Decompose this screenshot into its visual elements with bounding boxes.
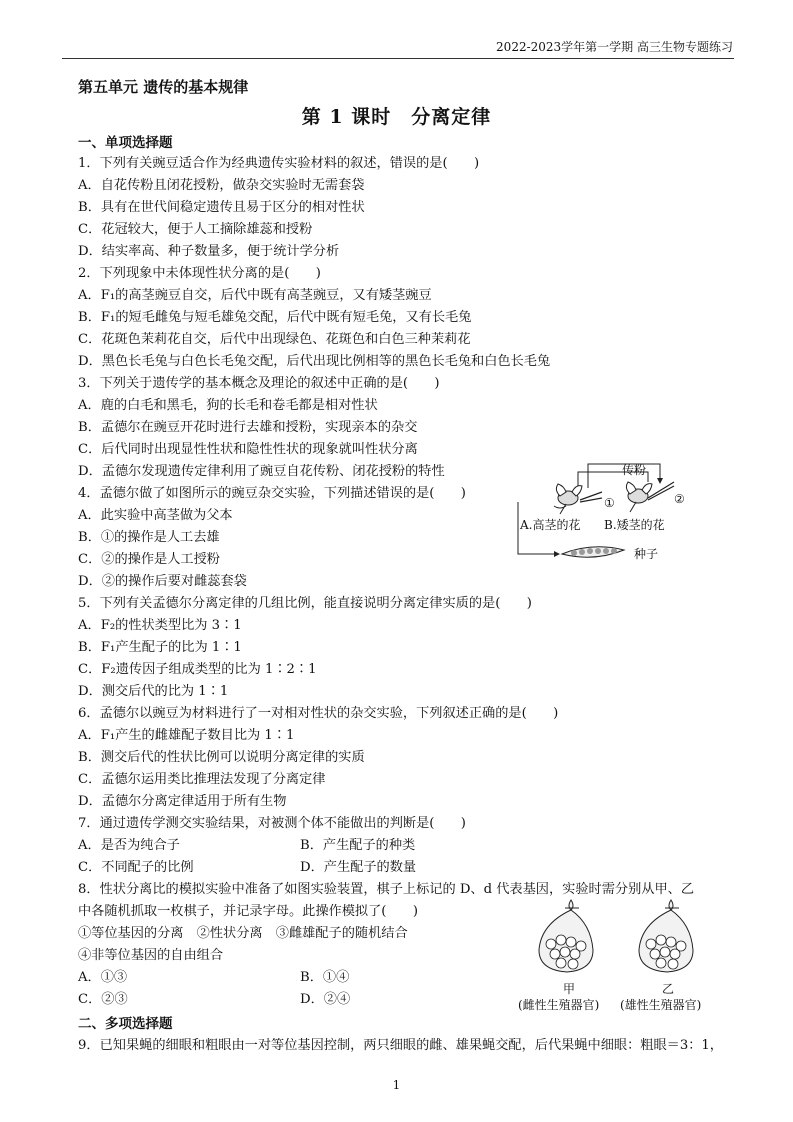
flower-a-icon xyxy=(554,484,582,514)
option-4b: B．①的操作是人工去雄 xyxy=(78,530,220,545)
option-4d: D．②的操作后要对雌蕊套袋 xyxy=(78,574,247,589)
question-8-line-4: ④非等位基因的自由组合 xyxy=(78,948,224,963)
question-4: 4．孟德尔做了如图所示的豌豆杂交实验，下列描述错误的是( ) xyxy=(78,486,466,501)
option-2b: B．F₁的短毛雌兔与短毛雄兔交配，后代中既有短毛兔，又有长毛兔 xyxy=(78,310,472,325)
question-8-line-3: ①等位基因的分离 ②性状分离 ③雌雄配子的随机结合 xyxy=(78,926,408,941)
option-6c: C．孟德尔运用类比推理法发现了分离定律 xyxy=(78,772,326,787)
unit-title: 第五单元 遗传的基本规律 xyxy=(78,78,249,96)
option-2c: C．花斑色茉莉花自交，后代中出现绿色、花斑色和白色三种茉莉花 xyxy=(78,332,471,347)
bag-yi-caption: (雄性生殖器官) xyxy=(620,998,702,1012)
pea-cross-figure xyxy=(510,458,710,568)
option-8d: D．②④ xyxy=(300,992,351,1007)
option-5d: D．测交后代的比为 1∶1 xyxy=(78,684,229,699)
bag-jia-label: 甲 xyxy=(563,982,576,996)
option-7c: C．不同配子的比例 xyxy=(78,860,194,875)
option-3c: C．后代同时出现显性性状和隐性性状的现象就叫性状分离 xyxy=(78,442,418,457)
lesson-title: 第 1 课时 分离定律 xyxy=(301,106,492,128)
option-5b: B．F₁产生配子的比为 1∶1 xyxy=(78,640,242,655)
option-3b: B．孟德尔在豌豆开花时进行去雄和授粉，实现亲本的杂交 xyxy=(78,420,418,435)
bag-jia-caption: (雌性生殖器官) xyxy=(518,998,600,1012)
seed-label: 种子 xyxy=(634,547,659,561)
question-2: 2．下列现象中未体现性状分离的是( ) xyxy=(78,266,321,281)
flower-b-icon xyxy=(626,482,652,512)
page-header: 2022-2023学年第一学期 高三生物专题练习 xyxy=(496,40,733,54)
option-7a: A．是否为纯合子 xyxy=(78,838,180,853)
option-6b: B．测交后代的性状比例可以说明分离定律的实质 xyxy=(78,750,365,765)
mark-1: ① xyxy=(604,496,615,510)
mark-2: ② xyxy=(674,492,685,506)
question-6: 6．孟德尔以豌豆为材料进行了一对相对性状的杂交实验，下列叙述正确的是( ) xyxy=(78,706,559,721)
option-8b: B．①④ xyxy=(300,970,350,985)
option-3d: D．孟德尔发现遗传定律利用了豌豆自花传粉、闭花授粉的特性 xyxy=(78,464,445,479)
pea-pod-icon xyxy=(562,547,624,557)
option-2a: A．F₁的高茎豌豆自交，后代中既有高茎豌豆，又有矮茎豌豆 xyxy=(78,288,432,303)
flower-b-label: B.矮茎的花 xyxy=(604,518,665,532)
option-5a: A．F₂的性状类型比为 3∶1 xyxy=(78,618,242,633)
page-number: 1 xyxy=(392,1078,401,1092)
option-7b: B．产生配子的种类 xyxy=(300,838,416,853)
question-8-line-1: 8．性状分离比的模拟实验中准备了如图实验装置，棋子上标记的 D、d 代表基因，实验时需分别从甲、乙 xyxy=(78,882,695,897)
option-2d: D．黑色长毛兔与白色长毛兔交配，后代出现比例相等的黑色长毛兔和白色长毛兔 xyxy=(78,354,551,369)
option-6a: A．F₁产生的雌雄配子数目比为 1∶1 xyxy=(78,728,295,743)
option-1d: D．结实率高、种子数量多，便于统计学分析 xyxy=(78,244,340,259)
header-rule xyxy=(62,58,734,59)
option-3a: A．鹿的白毛和黑毛，狗的长毛和卷毛都是相对性状 xyxy=(78,398,378,413)
question-7: 7．通过遗传学测交实验结果，对被测个体不能做出的判断是( ) xyxy=(78,816,466,831)
option-1c: C．花冠较大，便于人工摘除雄蕊和授粉 xyxy=(78,222,313,237)
question-5: 5．下列有关孟德尔分离定律的几组比例，能直接说明分离定律实质的是( ) xyxy=(78,596,532,611)
bag-jia-icon xyxy=(539,900,593,972)
option-4c: C．②的操作是人工授粉 xyxy=(78,552,220,567)
option-4a: A．此实验中高茎做为父本 xyxy=(78,508,233,523)
question-1: 1．下列有关豌豆适合作为经典遗传实验材料的叙述，错误的是( ) xyxy=(78,156,480,171)
bag-yi-icon xyxy=(639,900,693,972)
question-9: 9．已知果蝇的细眼和粗眼由一对等位基因控制，两只细眼的雌、雄果蝇交配，后代果蝇中细眼：粗眼＝3：1， xyxy=(78,1038,723,1053)
section-heading: 一、单项选择题 xyxy=(78,135,173,151)
option-1b: B．具有在世代间稳定遗传且易于区分的相对性状 xyxy=(78,200,365,215)
option-8c: C．②③ xyxy=(78,992,128,1007)
question-3: 3．下列关于遗传学的基本概念及理论的叙述中正确的是( ) xyxy=(78,376,440,391)
option-5c: C．F₂遗传因子组成类型的比为 1∶2∶1 xyxy=(78,662,317,677)
flower-a-label: A.高茎的花 xyxy=(520,518,581,532)
option-6d: D．孟德尔分离定律适用于所有生物 xyxy=(78,794,287,809)
option-7d: D．产生配子的数量 xyxy=(300,860,417,875)
option-8a: A．①③ xyxy=(78,970,128,985)
section-heading: 二、多项选择题 xyxy=(78,1016,173,1032)
bag-yi-label: 乙 xyxy=(662,982,675,996)
option-1a: A．自花传粉且闭花授粉，做杂交实验时无需套袋 xyxy=(78,178,365,193)
pollination-label: 传粉 xyxy=(622,463,647,477)
bags-figure xyxy=(525,896,725,978)
question-8-line-2: 中各随机抓取一枚棋子，并记录字母。此操作模拟了( ) xyxy=(78,904,418,919)
